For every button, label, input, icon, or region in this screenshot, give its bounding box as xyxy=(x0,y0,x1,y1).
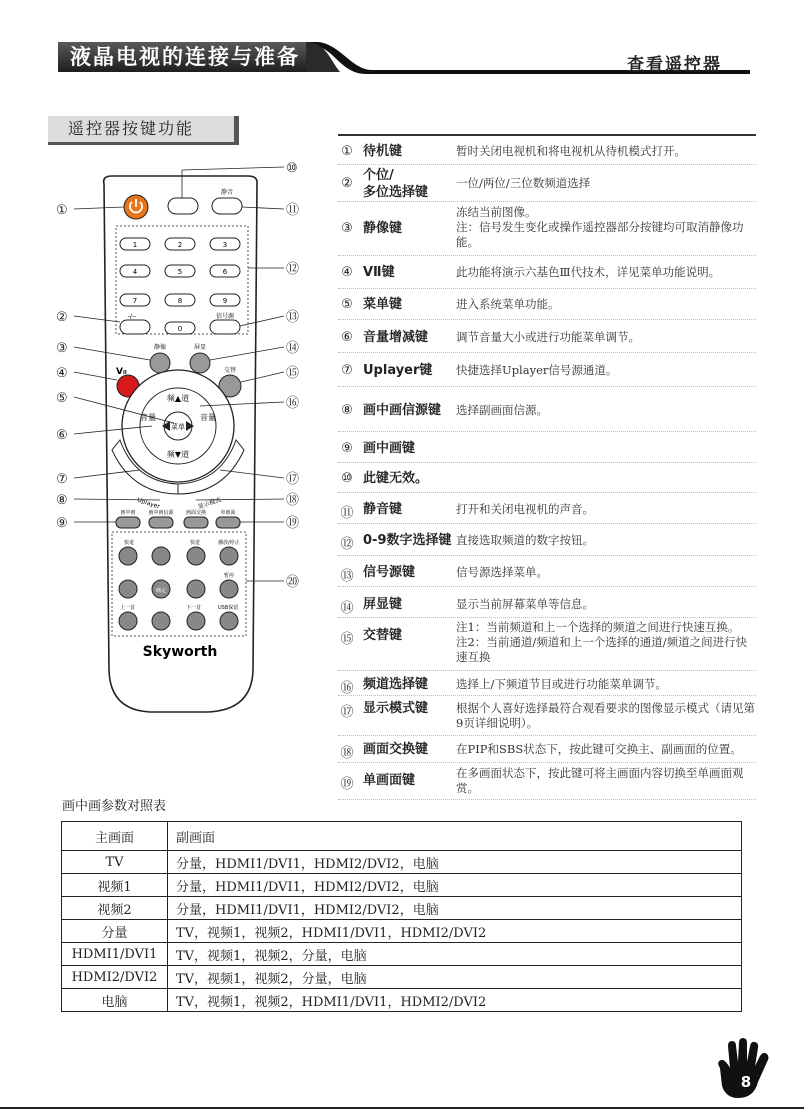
function-number: ⑰ xyxy=(340,705,354,720)
function-row xyxy=(338,673,756,696)
function-name: 画中画键 xyxy=(363,441,416,456)
function-desc: 根据个人喜好选择最符合观看要求的图像显示模式（请见第9页详细说明）。 xyxy=(456,701,755,730)
digit-1: 1 xyxy=(132,241,138,249)
function-desc: 一位/两位/三位数频道选择 xyxy=(456,176,591,190)
digit-0: 0 xyxy=(177,325,183,333)
function-name: 静音键 xyxy=(363,502,403,517)
function-row xyxy=(338,558,756,587)
pip-label-1: 画中画 xyxy=(120,510,136,516)
mute-label: 静音 xyxy=(220,189,234,196)
callout-2: ② xyxy=(56,310,68,325)
function-row xyxy=(338,738,756,763)
function-name: 待机键 xyxy=(363,144,403,159)
function-desc: 调节音量大小或进行功能菜单调节。 xyxy=(456,330,640,344)
function-number: ⑤ xyxy=(341,297,353,312)
play-label: 播放/停止 xyxy=(218,540,240,546)
function-row xyxy=(338,259,756,289)
remote-illustration xyxy=(40,150,340,730)
function-number: ⑭ xyxy=(340,601,354,616)
sub-cell: TV，视频1，视频2，分量，电脑 xyxy=(168,966,742,989)
pip-table-title: 画中画参数对照表 xyxy=(62,799,167,814)
source-label: 信号源 xyxy=(215,313,235,320)
function-desc: 冻结当前图像。 注：信号发生变化或操作遥控器部分按键均可取消静像功能。 xyxy=(456,205,744,249)
function-row xyxy=(338,356,756,387)
function-number: ⑨ xyxy=(341,441,353,456)
vol-left-label: 音量 xyxy=(140,413,156,422)
function-desc: 直接选取频道的数字按钮。 xyxy=(456,533,594,547)
table-row xyxy=(62,920,742,943)
v2-label: VII xyxy=(116,367,127,377)
digit-2: 2 xyxy=(177,241,183,249)
callout-3: ③ xyxy=(56,341,68,356)
digit-5: 5 xyxy=(177,268,183,276)
function-number: ④ xyxy=(341,265,353,280)
callout-12: ⑫ xyxy=(286,262,300,277)
table-row xyxy=(62,874,742,897)
function-number: ③ xyxy=(341,221,353,236)
function-name: 菜单键 xyxy=(363,297,403,312)
function-name: 音量增减键 xyxy=(363,330,429,345)
vol-right-label: 音量 xyxy=(200,413,216,422)
function-name: 单画面键 xyxy=(363,773,416,788)
digit-9: 9 xyxy=(222,297,228,305)
function-name: 静像键 xyxy=(363,221,403,236)
function-row xyxy=(338,466,756,493)
sub-cell: TV，视频1，视频2，HDMI1/DVI1，HDMI2/DVI2 xyxy=(168,920,742,943)
menu-label: 菜单 xyxy=(171,423,185,431)
function-number: ⑩ xyxy=(341,471,353,486)
function-row xyxy=(338,526,756,556)
function-name: 0-9数字选择键 xyxy=(363,533,452,548)
sub-cell: TV，视频1，视频2，HDMI1/DVI1，HDMI2/DVI2 xyxy=(168,989,742,1012)
function-desc: 注1：当前频道和上一个选择的频道之间进行快速互换。 注2：当前通道/频道和上一个选择的通道/频道之间进行快速互换 xyxy=(456,620,748,664)
digit-4: 4 xyxy=(132,268,138,276)
function-desc: 打开和关闭电视机的声音。 xyxy=(456,502,594,516)
callout-20: ⑳ xyxy=(286,575,300,590)
swap-label: 交替 xyxy=(223,367,237,374)
callout-7: ⑦ xyxy=(56,472,68,487)
function-row xyxy=(338,392,756,432)
brand-logo: Skyworth xyxy=(142,644,218,660)
pip-label-2: 画中画信源 xyxy=(148,510,174,516)
function-desc: 信号源选择菜单。 xyxy=(456,565,548,579)
display-mode-label: 显示模式 xyxy=(197,496,223,511)
function-number: ⑲ xyxy=(340,777,354,792)
callout-6: ⑥ xyxy=(56,428,68,443)
digit-3: 3 xyxy=(222,241,228,249)
header-title: 液晶电视的连接与准备 xyxy=(70,45,300,69)
table-row xyxy=(62,966,742,989)
function-name: Uplayer键 xyxy=(363,363,433,378)
callout-10: ⑩ xyxy=(286,161,298,176)
function-number: ① xyxy=(341,144,353,159)
function-number: ⑪ xyxy=(340,506,354,521)
function-row xyxy=(338,620,756,671)
callout-1: ① xyxy=(56,203,68,218)
header-cell: 副画面 xyxy=(168,822,742,851)
function-number: ⑯ xyxy=(340,681,354,696)
ch-down-label: 频▼道 xyxy=(166,450,190,459)
source-button xyxy=(210,320,240,334)
function-name: 交替键 xyxy=(363,628,403,643)
function-row xyxy=(338,203,756,256)
display-label: 屏显 xyxy=(193,344,207,351)
function-row xyxy=(338,292,756,320)
sub-cell: 分量，HDMI1/DVI1，HDMI2/DVI2，电脑 xyxy=(168,874,742,897)
callout-19: ⑲ xyxy=(286,516,300,531)
pip-table-header xyxy=(62,822,742,851)
still-label: 静像 xyxy=(153,344,167,351)
function-row xyxy=(338,324,756,353)
function-name: 画面交换键 xyxy=(363,742,429,757)
pip-label-3: 画面交换 xyxy=(185,510,207,516)
digit-7: 7 xyxy=(132,297,138,305)
main-cell: HDMI2/DVI2 xyxy=(62,966,168,989)
table-row xyxy=(62,897,742,920)
function-row xyxy=(338,435,756,463)
function-number: ⑫ xyxy=(340,537,354,552)
rew-label: 快退 xyxy=(124,540,135,546)
function-name: 显示模式键 xyxy=(363,701,429,716)
main-cell: 分量 xyxy=(62,920,168,943)
still-button xyxy=(150,353,170,373)
main-cell: 视频1 xyxy=(62,874,168,897)
function-row xyxy=(338,699,756,736)
function-row xyxy=(338,591,756,618)
callout-8: ⑧ xyxy=(56,493,68,508)
function-row xyxy=(338,765,756,800)
sub-cell: TV，视频1，视频2，分量，电脑 xyxy=(168,943,742,966)
callout-18: ⑱ xyxy=(286,493,300,508)
callout-11: ⑪ xyxy=(286,203,300,218)
callout-13: ⑬ xyxy=(286,310,300,325)
function-row xyxy=(338,140,756,165)
mute-button xyxy=(212,198,242,214)
main-cell: TV xyxy=(62,851,168,874)
function-number: ⑮ xyxy=(340,632,354,647)
function-name: 屏显键 xyxy=(363,597,403,612)
main-cell: 视频2 xyxy=(62,897,168,920)
function-desc: 选择副画面信源。 xyxy=(456,403,548,417)
callout-14: ⑭ xyxy=(286,341,300,356)
function-desc: 在多画面状态下，按此键可将主画面内容切换至单画面观赏。 xyxy=(456,766,744,795)
function-desc: 在PIP和SBS状态下，按此键可交换主、副画面的位置。 xyxy=(456,742,742,756)
table-row xyxy=(62,989,742,1012)
function-number: ⑦ xyxy=(341,363,353,378)
function-name: VⅡ键 xyxy=(363,265,395,280)
uplayer-label: Uplayer xyxy=(136,496,161,511)
digit-8: 8 xyxy=(177,297,183,305)
usb-label: USB保留 xyxy=(218,605,239,611)
pause-label: 暂停 xyxy=(224,573,235,579)
callout-15: ⑮ xyxy=(286,366,300,381)
footer-rule xyxy=(0,1107,804,1109)
channel-mode-button xyxy=(120,320,150,334)
main-cell: HDMI1/DVI1 xyxy=(62,943,168,966)
pip-table xyxy=(61,821,742,1012)
function-list-top-rule xyxy=(338,134,756,136)
channel-mode-label: -/-- xyxy=(127,313,137,320)
function-row xyxy=(338,496,756,524)
page-number: 8 xyxy=(740,1073,752,1091)
prev-label: 上一首 xyxy=(120,605,136,611)
function-desc: 暂时关闭电视机和将电视机从待机模式打开。 xyxy=(456,144,686,158)
header-right-title: 查看遥控器 xyxy=(627,55,722,75)
pip-label-4: 单画面 xyxy=(220,510,236,516)
function-name: 此键无效。 xyxy=(363,471,429,486)
function-number: ⑱ xyxy=(340,746,354,761)
function-number: ⑧ xyxy=(341,403,353,418)
function-name: 个位/ 多位选择键 xyxy=(363,168,429,200)
function-desc: 显示当前屏幕菜单等信息。 xyxy=(456,597,594,611)
section-title: 遥控器按键功能 xyxy=(68,119,195,138)
function-desc: 选择上/下频道节目或进行功能菜单调节。 xyxy=(456,677,667,691)
table-row xyxy=(62,851,742,874)
function-name: 信号源键 xyxy=(363,565,416,580)
unused-button xyxy=(168,198,198,214)
function-number: ⑬ xyxy=(340,569,354,584)
function-number: ⑥ xyxy=(341,330,353,345)
function-desc: 快捷选择Uplayer信号源通道。 xyxy=(456,363,618,377)
callout-17: ⑰ xyxy=(286,472,300,487)
ff-label: 快进 xyxy=(190,540,201,546)
main-cell: 电脑 xyxy=(62,989,168,1012)
function-name: 画中画信源键 xyxy=(363,403,442,418)
function-number: ② xyxy=(341,176,353,191)
callout-16: ⑯ xyxy=(286,396,300,411)
header-cell: 主画面 xyxy=(62,822,168,851)
next-label: 下一首 xyxy=(186,605,202,611)
sub-cell: 分量，HDMI1/DVI1，HDMI2/DVI2，电脑 xyxy=(168,897,742,920)
display-button xyxy=(190,353,210,373)
ch-up-label: 频▲道 xyxy=(166,394,190,403)
sub-cell: 分量，HDMI1/DVI1，HDMI2/DVI2，电脑 xyxy=(168,851,742,874)
table-row xyxy=(62,943,742,966)
function-row xyxy=(338,167,756,202)
callout-5: ⑤ xyxy=(56,391,68,406)
callout-4: ④ xyxy=(56,366,68,381)
function-name: 频道选择键 xyxy=(363,677,429,692)
function-desc: 此功能将演示六基色Ⅲ代技术，详见菜单功能说明。 xyxy=(456,265,721,279)
digit-6: 6 xyxy=(222,268,228,276)
callout-9: ⑨ xyxy=(56,516,68,531)
function-desc: 进入系统菜单功能。 xyxy=(456,297,560,311)
confirm-label: 确定 xyxy=(155,588,167,594)
